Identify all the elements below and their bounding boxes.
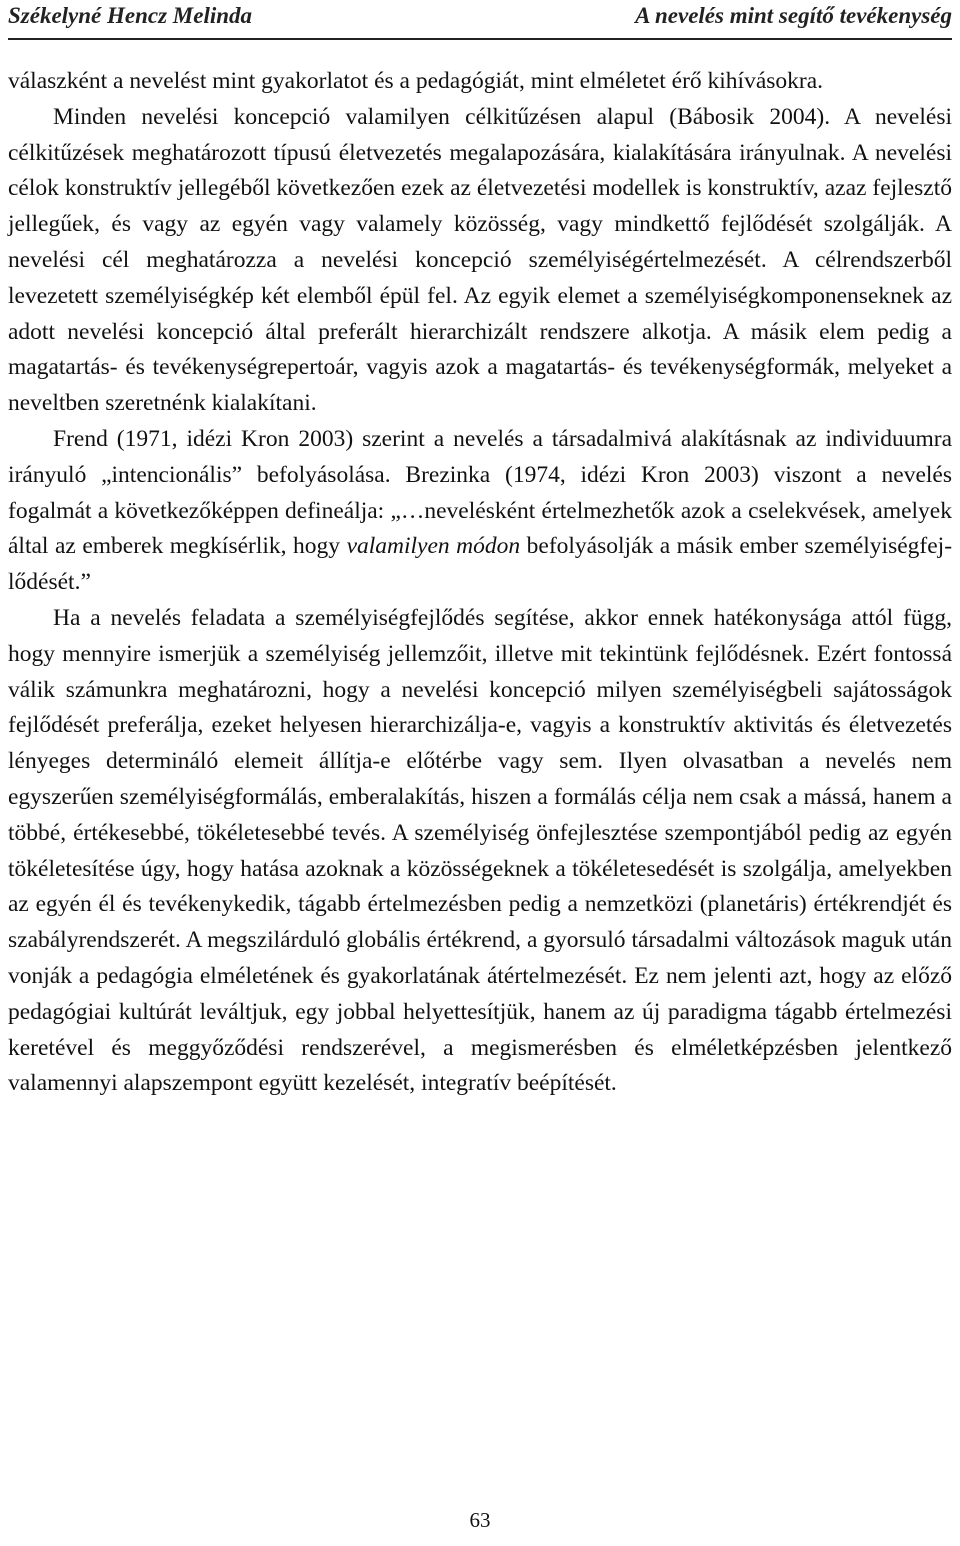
paragraph-szemelyisegfejlodes: Ha a nevelés feladata a személyiségfejlődés segítése, akkor ennek hatékonysága attól függ, hogy mennyire ismerjük a személyiség jellemzőit, illetve mit tekintünk fejlődésnek. Ezért fontossá válik számunkra meghatározni, hogy a nevelési koncepció milyen személyiségbeli sajátosságok fejlődését preferálja, ezeket helyesen hierarchizálja-e, vagyis a konstruktív aktivitás és életvezetés lényeges determináló elemeit állítja-e előtérbe vagy sem. Ilyen olvasatban a nevelés nem egyszerűen személyiségformálás, emberalakítás, hiszen a formálás célja nem csak a mássá, hanem a többé, értékesebbé, tökéletesebbé tevés. A személyiség önfejlesztése szempontjából pedig az egyén tökéletesítése úgy, hogy hatása azoknak a közösségeknek a tökéletesedését is szolgálja, amelyekben az egyén él és tevékenykedik, tágabb értelmezésben pedig a nemzetközi (planetáris) értékrendjét és szabályrendszerét. A megszilárduló globális értékrend, a gyorsuló társadalmi változások maguk után vonják a pedagógia elméletének és gyakorlatának átértelmezését. Ez nem jelenti azt, hogy az előző pedagógiai kultúrát leváltjuk, egy jobbal helyettesítjük, hanem az új paradigma tágabb értelmezési keretével és meggyőződési rendszerével, a megismerésben és elméletképzésben jelentkező valamennyi alapszempont együtt kezelését, integratív beépítését. [8,604,952,1097]
emphasis-valamilyen-modon: valamilyen módon [346,533,521,560]
paragraph-frend-text-after: befolyásolják a másik ember személyiségfejlődését.” [8,533,953,596]
paragraph-nevelesi-koncepcio: Minden nevelési koncepció valamilyen célkitűzésen alapul (Bábosik 2004). A nevelési célkitűzések meghatározott típusú életvezetés megalapozására, kialakítására irányulnak. A nevelési célok konstruktív jellegéből következően ezek az életvezetési modellek is konstruktív, azaz fejlesztő jellegűek, és vagy az egyén vagy valamely közösség, vagy mindkettő fejlődését szolgálják. A nevelési cél meghatározza a nevelési koncepció személyiségértelmezését. A célrendszerből levezetett személyiségkép két elemből épül fel. Az egyik elemet a személyiségkomponenseknek az adott nevelési koncepció által preferált hierarchizált rendszere alkotja. A másik elem pedig a magatartás- és tevékenységrepertoár, vagyis azok a magatartás- és tevékenységformák, melyeket a neveltben szeretnénk kialakítani. [8,103,952,417]
body-text [8,64,952,1102]
paragraph-frend-brezinka [8,422,952,601]
header-author: Székelyné Hencz Melinda [8,3,253,28]
paragraph-frend-text-before: Frend (1971, idézi Kron 2003) szerint a nevelés a társadalmivá alakításnak az individuumra irányuló „intencionális” befolyásolása. Brezinka (1974, idézi Kron 2003) viszont a nevelés fogalmát a következőképpen defineálja: „…nevelésként értelmezhetők azok a cselekvések, amelyek által az emberek megkísérlik, hogy [8,425,952,560]
running-header [8,0,952,40]
header-chapter-title: A nevelés mint segítő tevékenység [635,3,952,28]
paragraph-continuation: válaszként a nevelést mint gyakorlatot és a pedagógiát, mint elméletet érő kihívásokra. [8,68,824,94]
page-number: 63 [469,1508,491,1532]
